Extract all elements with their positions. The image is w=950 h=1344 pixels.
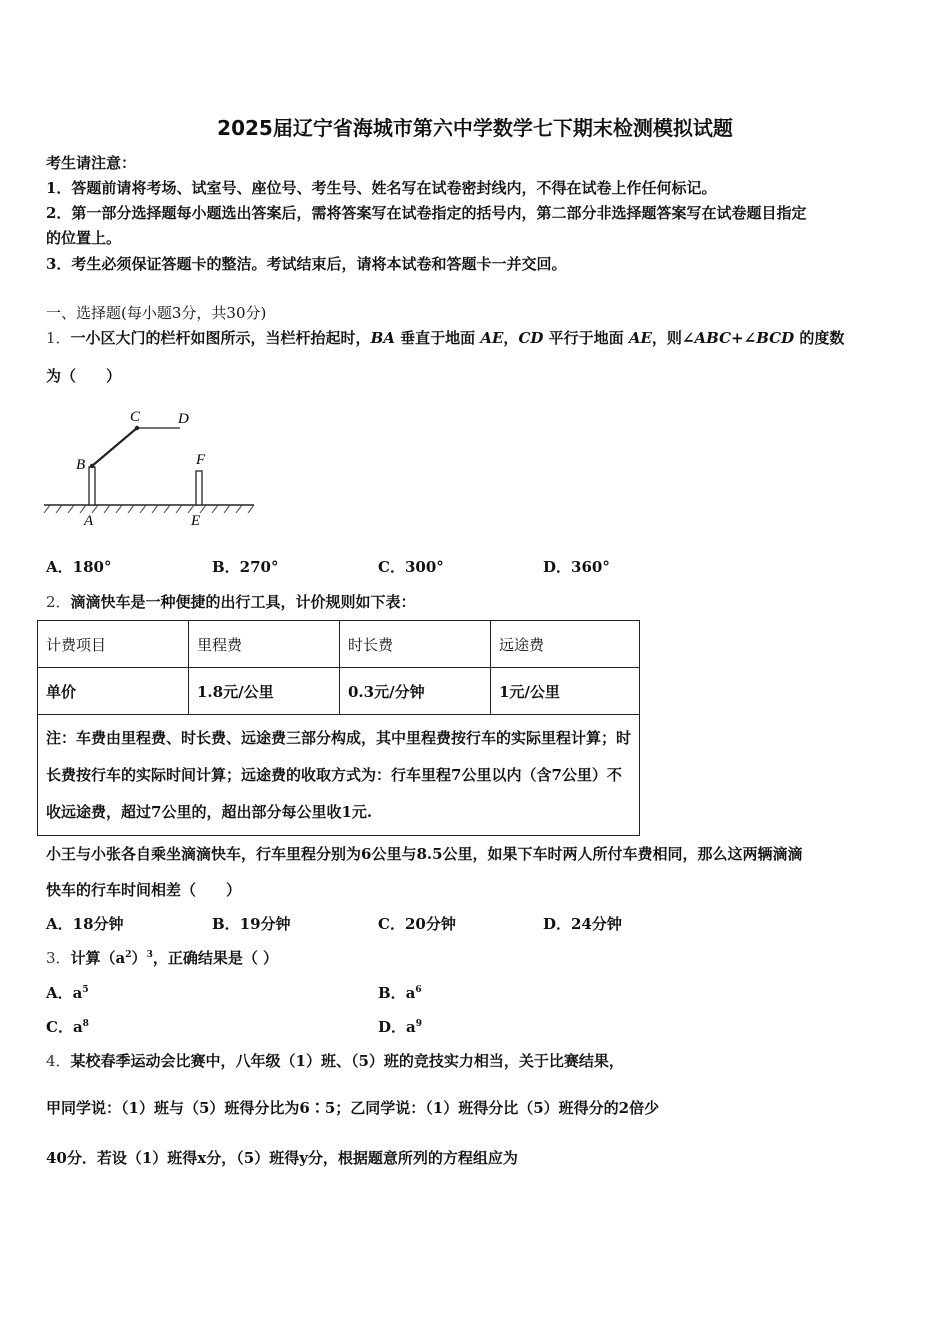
q1-option-d[interactable]: D．360° bbox=[543, 558, 610, 576]
post-ef bbox=[196, 471, 202, 505]
notice-line-1: 1．答题前请将考场、试室号、座位号、考生号、姓名写在试卷密封线内，不得在试卷上作任何标记。 bbox=[46, 179, 717, 197]
q3-option-a[interactable] bbox=[46, 982, 89, 1003]
q1-abc: ABC bbox=[694, 329, 732, 347]
point-c bbox=[135, 426, 139, 430]
q3-exp-inner: 2 bbox=[125, 950, 132, 960]
question-2-line-1: 小王与小张各自乘坐滴滴快车，行车里程分别为6公里与8.5公里，如果下车时两人所付车费相同，那么这两辆滴滴 bbox=[46, 845, 803, 863]
q1-option-c[interactable]: C．300° bbox=[378, 558, 444, 576]
notice-line-2b: 的位置上。 bbox=[46, 229, 122, 247]
q1-text-b: 垂直于地面 bbox=[394, 329, 481, 347]
gate-barrier-figure bbox=[40, 405, 260, 535]
question-4-line-3: 40分．若设（1）班得x分，（5）班得y分，根据题意所列的方程组应为 bbox=[46, 1149, 518, 1167]
label-a: A bbox=[84, 513, 94, 529]
q4-line-1: 某校春季运动会比赛中，八年级（1）班、（5）班的竞技实力相当，关于比赛结果， bbox=[70, 1052, 624, 1070]
table-row bbox=[38, 668, 640, 715]
q1-ae2: AE bbox=[628, 329, 652, 347]
q1-text-e: ，则∠ bbox=[651, 329, 695, 347]
q3-option-a-exp: 5 bbox=[82, 985, 89, 995]
question-number: 3． bbox=[46, 949, 71, 967]
q3-option-d-exp: 9 bbox=[415, 1019, 422, 1029]
label-c: C bbox=[130, 409, 141, 425]
q3-option-b-exp: 6 bbox=[415, 985, 422, 995]
table-header-row bbox=[38, 621, 640, 668]
label-d: D bbox=[178, 411, 189, 427]
table-header-cell: 计费项目 bbox=[38, 621, 189, 668]
post-ab bbox=[89, 467, 95, 505]
q1-text-d: 平行于地面 bbox=[543, 329, 629, 347]
q1-text-c: ， bbox=[503, 329, 519, 347]
question-number: 2． bbox=[46, 593, 71, 611]
q3-option-c-exp: 8 bbox=[82, 1019, 89, 1029]
q1-text-g: 的度数 bbox=[794, 329, 845, 347]
q2-option-c[interactable]: C．20分钟 bbox=[378, 915, 456, 933]
table-header-cell: 时长费 bbox=[340, 621, 491, 668]
q3-option-d-label: D．a bbox=[378, 1018, 416, 1036]
page-title: 2025届辽宁省海城市第六中学数学七下期末检测模拟试题 bbox=[217, 116, 733, 140]
barrier-bc bbox=[92, 428, 137, 466]
q3-exp-outer: 3 bbox=[146, 950, 153, 960]
q3-option-c-label: C．a bbox=[46, 1018, 83, 1036]
q3-option-b[interactable] bbox=[378, 982, 422, 1003]
question-4-line-2: 甲同学说：（1）班与（5）班得分比为6∶5；乙同学说：（1）班得分比（5）班得分的2倍少 bbox=[46, 1099, 660, 1117]
q3-text-b: ） bbox=[131, 949, 147, 967]
q3-option-c[interactable] bbox=[46, 1016, 89, 1037]
ground-hatching bbox=[44, 505, 254, 513]
table-note: 注：车费由里程费、时长费、远途费三部分构成，其中里程费按行车的实际里程计算；时长费按行车的实际时间计算；远途费的收取方式为：行车里程7公里以内（含7公里）不收远途费，超过7公里的，超出部分每公里收1元. bbox=[38, 715, 640, 836]
q1-option-a[interactable]: A．180° bbox=[46, 558, 112, 576]
q1-ae: AE bbox=[480, 329, 504, 347]
q3-option-a-label: A．a bbox=[46, 984, 83, 1002]
q2-text: 滴滴快车是一种便捷的出行工具，计价规则如下表： bbox=[70, 593, 416, 611]
notice-line-3: 3．考生必须保证答题卡的整洁。考试结束后，请将本试卷和答题卡一并交回。 bbox=[46, 255, 567, 273]
table-cell: 1元/公里 bbox=[491, 668, 640, 715]
q1-bcd: BCD bbox=[756, 329, 795, 347]
q1-text-f: +∠ bbox=[731, 329, 757, 347]
q2-option-a[interactable]: A．18分钟 bbox=[46, 915, 124, 933]
q1-ba: BA bbox=[370, 329, 395, 347]
point-b bbox=[90, 464, 94, 468]
table-cell: 单价 bbox=[38, 668, 189, 715]
q3-option-d[interactable] bbox=[378, 1016, 422, 1037]
table-header-cell: 远途费 bbox=[491, 621, 640, 668]
q2-option-b[interactable]: B．19分钟 bbox=[212, 915, 291, 933]
q2-option-d[interactable]: D．24分钟 bbox=[543, 915, 622, 933]
question-2-text bbox=[46, 591, 416, 612]
label-b: B bbox=[76, 457, 86, 473]
q3-text-c: ，正确结果是（ ） bbox=[152, 949, 279, 967]
table-note-row bbox=[38, 715, 640, 836]
table-cell: 1.8元/公里 bbox=[189, 668, 340, 715]
question-2-line-2: 快车的行车时间相差（ ） bbox=[46, 881, 242, 899]
table-header-cell: 里程费 bbox=[189, 621, 340, 668]
question-1-line-2: 为（ ） bbox=[46, 367, 122, 385]
question-4-text bbox=[46, 1050, 624, 1071]
q1-text-a: 一小区大门的栏杆如图所示，当栏杆抬起时， bbox=[70, 329, 371, 347]
q1-cd: CD bbox=[518, 329, 544, 347]
table-cell: 0.3元/分钟 bbox=[340, 668, 491, 715]
fare-table bbox=[37, 620, 640, 836]
q3-option-b-label: B．a bbox=[378, 984, 416, 1002]
question-3-text bbox=[46, 947, 278, 968]
question-1-text bbox=[46, 327, 844, 348]
label-e: E bbox=[191, 513, 201, 529]
notice-heading: 考生请注意： bbox=[46, 154, 137, 172]
q3-text-a: 计算（a bbox=[70, 949, 126, 967]
question-number: 1． bbox=[46, 329, 71, 347]
label-f: F bbox=[196, 452, 206, 468]
question-number: 4． bbox=[46, 1052, 71, 1070]
q1-option-b[interactable]: B．270° bbox=[212, 558, 279, 576]
section-heading: 一、选择题(每小题3分，共30分) bbox=[46, 304, 267, 322]
notice-line-2: 2．第一部分选择题每小题选出答案后，需将答案写在试卷指定的括号内，第二部分非选择题答案写在试卷题目指定 bbox=[46, 204, 807, 222]
